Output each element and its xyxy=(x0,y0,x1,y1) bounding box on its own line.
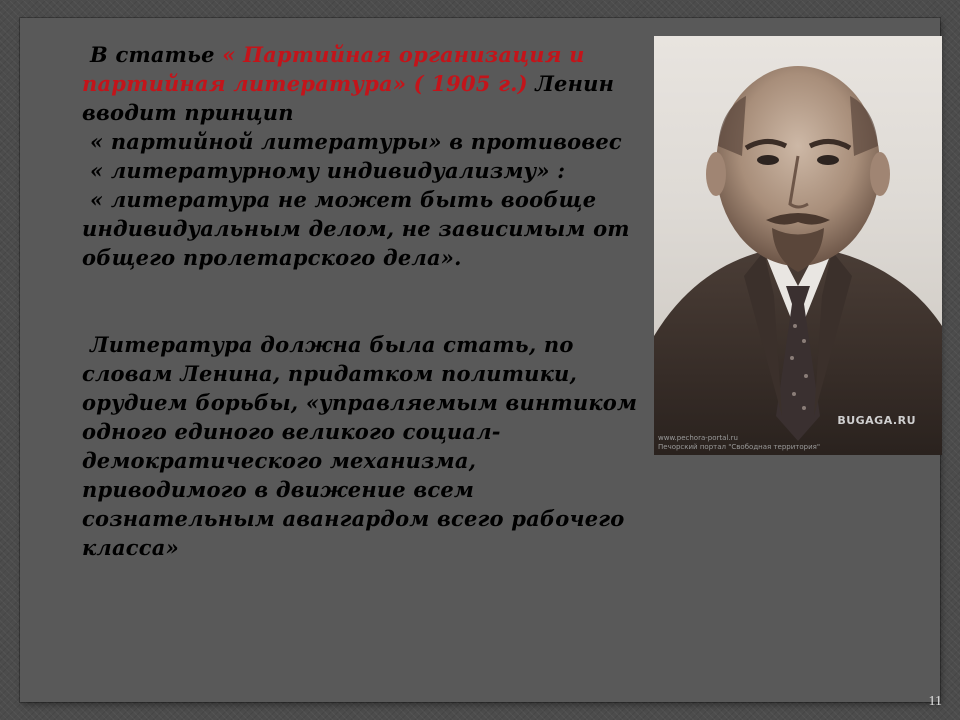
text-line: индивидуальным делом, не зависимым от xyxy=(82,216,630,241)
article-title-part2: партийная литература» ( 1905 г.) xyxy=(82,71,528,96)
text-line: класса» xyxy=(82,535,179,560)
slide-number: 11 xyxy=(928,694,942,709)
slide-text xyxy=(82,40,642,562)
text-line: демократического механизма, xyxy=(82,448,477,473)
text-line: сознательным авангардом всего рабочего xyxy=(82,506,625,531)
text-line xyxy=(82,40,642,69)
text-line xyxy=(82,69,642,98)
text-line: словам Ленина, придатком политики, xyxy=(82,361,578,386)
text-line: приводимого в движение всем xyxy=(82,477,475,502)
text-span: Ленин xyxy=(527,71,615,96)
photo-caption xyxy=(658,434,820,452)
text-line: орудием борьбы, «управляемым винтиком xyxy=(82,390,638,415)
text-line: « литературному индивидуализму» : xyxy=(90,158,566,183)
caption-line: www.pechora-portal.ru xyxy=(658,434,738,442)
watermark-text: BUGAGA.RU xyxy=(837,414,916,427)
article-title-part1: « Партийная организация и xyxy=(222,42,585,67)
text-span: В статье xyxy=(90,42,223,67)
paragraph-literature-role xyxy=(82,330,642,562)
text-line: « литература не может быть вообще xyxy=(90,187,597,212)
portrait-illustration xyxy=(654,36,942,455)
portrait-photo xyxy=(654,36,942,455)
paragraph-article-intro xyxy=(82,40,642,272)
caption-line: Печорский портал "Свободная территория" xyxy=(658,443,821,451)
text-line: вводит принцип xyxy=(82,100,294,125)
text-line: Литература должна была стать, по xyxy=(90,332,574,357)
text-line: « партийной литературы» в противовес xyxy=(90,129,622,154)
text-line: одного единого великого социал- xyxy=(82,419,501,444)
text-line: общего пролетарского дела». xyxy=(82,245,462,270)
